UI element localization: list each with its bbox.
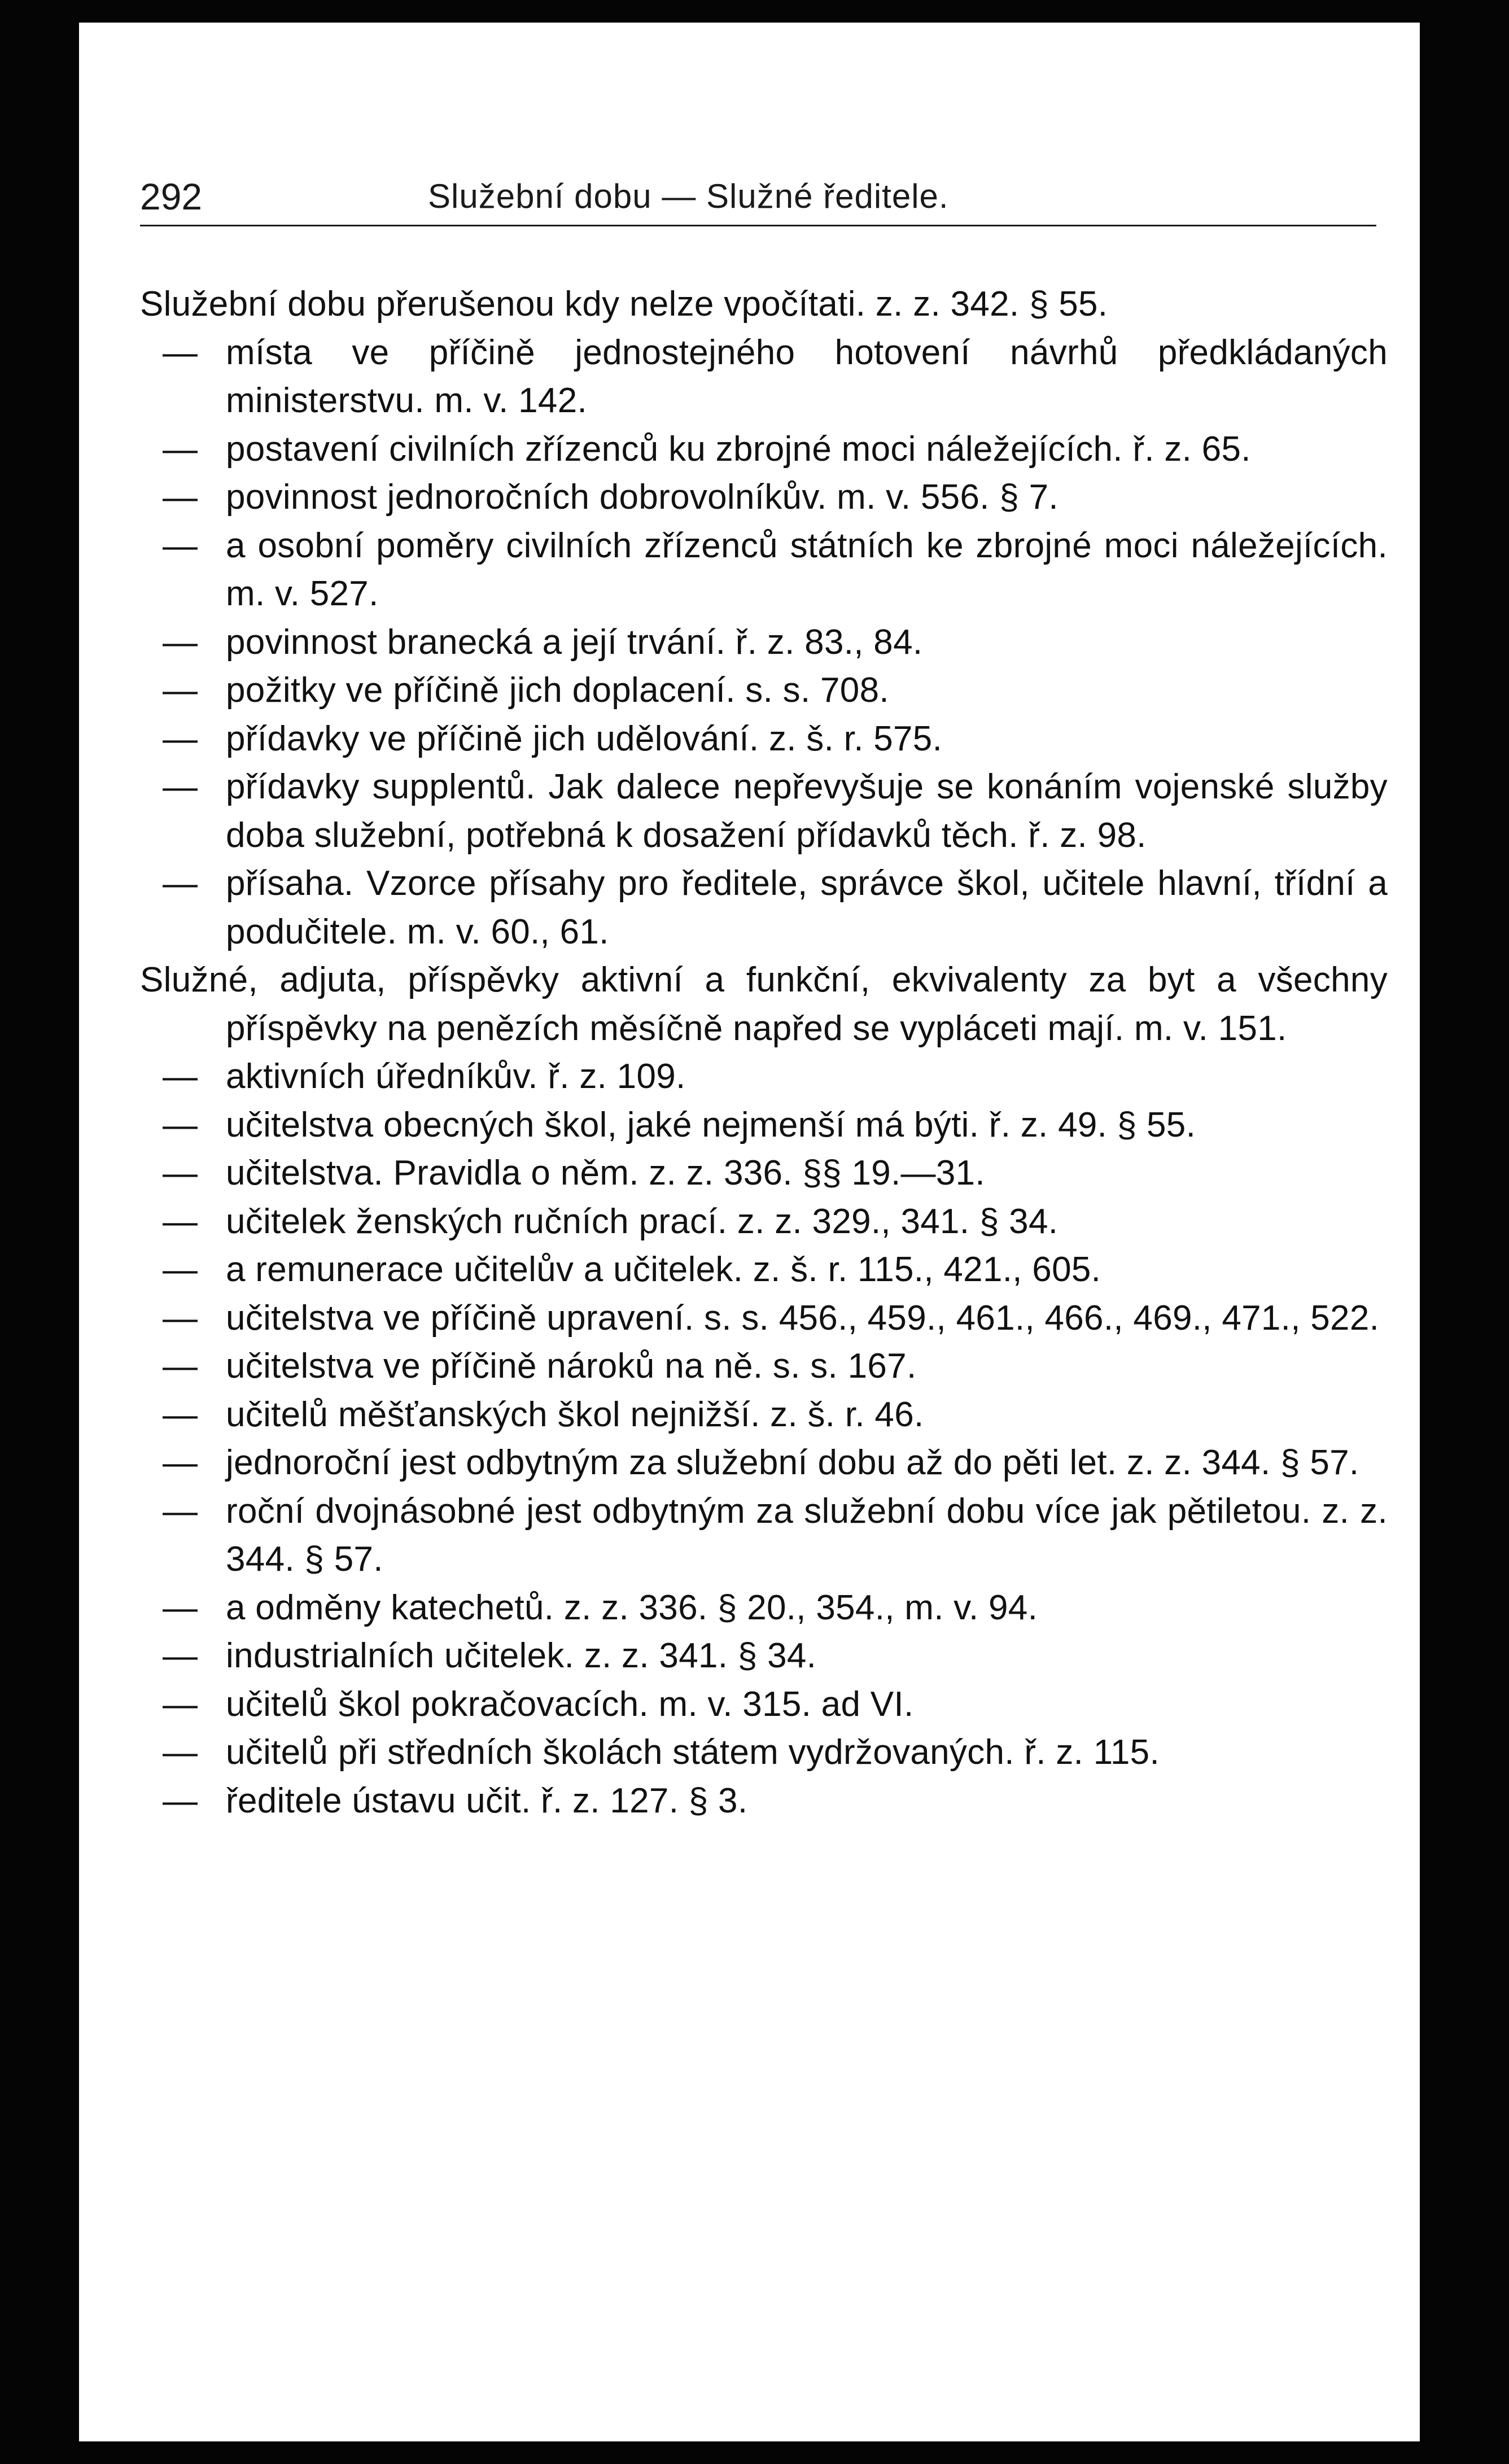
index-subentry bbox=[140, 1680, 1388, 1729]
entry-dash: — bbox=[163, 1347, 198, 1386]
entry-dash: — bbox=[163, 622, 198, 662]
entry-text: a osobní poměry civilních zřízenců státních ke zbrojné moci náležejících. m. v. 527. bbox=[226, 526, 1388, 613]
index-subentry bbox=[140, 1728, 1388, 1777]
entry-text: povinnost branecká a její trvání. ř. z. 83., 84. bbox=[226, 622, 923, 662]
entry-dash: — bbox=[163, 1250, 198, 1289]
index-subentry bbox=[140, 522, 1388, 618]
entry-text: učitelstva ve příčině nároků na ně. s. s. 167. bbox=[226, 1347, 917, 1386]
entry-text: industrialních učitelek. z. z. 341. § 34. bbox=[226, 1636, 817, 1675]
entry-dash: — bbox=[163, 1684, 198, 1724]
header-rule bbox=[140, 225, 1376, 226]
entry-text: povinnost jednoročních dobrovolníkův. m. v. 556. § 7. bbox=[226, 478, 1059, 517]
entry-dash: — bbox=[163, 1298, 198, 1338]
entry-text: přídavky supplentů. Jak dalece nepřevyšuje se konáním vojenské služby doba služební, potřebná k dosažení přídavků těch. ř. z. 98. bbox=[226, 767, 1388, 855]
entry-text: požitky ve příčině jich doplacení. s. s. 708. bbox=[226, 671, 889, 710]
entry-dash: — bbox=[163, 671, 198, 710]
index-entry bbox=[140, 280, 1388, 329]
entry-dash: — bbox=[163, 526, 198, 565]
entry-text: ředitele ústavu učit. ř. z. 127. § 3. bbox=[226, 1781, 748, 1820]
entry-text: přídavky ve příčině jich udělování. z. š. r. 575. bbox=[226, 719, 943, 758]
index-subentry bbox=[140, 329, 1388, 425]
entry-text: roční dvojnásobné jest odbytným za služební dobu více jak pětiletou. z. z. 344. § 57. bbox=[226, 1491, 1388, 1579]
entry-dash: — bbox=[163, 1395, 198, 1434]
page-number: 292 bbox=[140, 176, 203, 217]
entry-dash: — bbox=[163, 1636, 198, 1675]
index-subentry bbox=[140, 1052, 1388, 1101]
entry-dash: — bbox=[163, 478, 198, 517]
book-page bbox=[79, 23, 1420, 2441]
index-subentry bbox=[140, 1487, 1388, 1584]
entry-dash: — bbox=[163, 1733, 198, 1772]
index-subentry bbox=[140, 1584, 1388, 1632]
index-subentry bbox=[140, 425, 1388, 474]
index-subentry bbox=[140, 1149, 1388, 1198]
index-entries bbox=[140, 280, 1388, 1825]
index-subentry bbox=[140, 618, 1388, 667]
index-subentry bbox=[140, 1439, 1388, 1487]
entry-dash: — bbox=[163, 1154, 198, 1192]
entry-dash: — bbox=[163, 1443, 198, 1482]
entry-dash: — bbox=[163, 1202, 198, 1241]
entry-dash: — bbox=[163, 1781, 198, 1820]
entry-text: postavení civilních zřízenců ku zbrojné moci náležejících. ř. z. 65. bbox=[226, 429, 1251, 469]
entry-dash: — bbox=[163, 333, 198, 372]
entry-dash: — bbox=[163, 767, 198, 806]
index-subentry bbox=[140, 473, 1388, 522]
entry-text: místa ve příčině jednostejného hotovení návrhů předkládaných ministerstvu. m. v. 142. bbox=[226, 333, 1388, 420]
entry-text: učitelů měšťanských škol nejnižší. z. š. r. 46. bbox=[226, 1395, 924, 1434]
entry-text: přísaha. Vzorce přísahy pro ředitele, správce škol, učitele hlavní, třídní a podučitele. m. v. 60., 61. bbox=[226, 864, 1388, 951]
running-title: Služební dobu — Služné ředitele. bbox=[428, 177, 949, 215]
index-subentry bbox=[140, 1294, 1388, 1343]
index-subentry bbox=[140, 1198, 1388, 1246]
index-subentry bbox=[140, 666, 1388, 715]
entry-dash: — bbox=[163, 429, 198, 469]
entry-dash: — bbox=[163, 1105, 198, 1144]
entry-text: a remunerace učitelův a učitelek. z. š. r. 115., 421., 605. bbox=[226, 1250, 1101, 1289]
entry-text: Služné, adjuta, příspěvky aktivní a funkční, ekvivalenty za byt a všechny příspěvky na penězích měsíčně napřed se vypláceti mají. m. v. 151. bbox=[140, 960, 1388, 1048]
entry-text: učitelstva obecných škol, jaké nejmenší má býti. ř. z. 49. § 55. bbox=[226, 1105, 1196, 1144]
entry-text: učitelek ženských ručních prací. z. z. 329., 341. § 34. bbox=[226, 1202, 1059, 1241]
entry-text: Služební dobu přerušenou kdy nelze vpočítati. z. z. 342. § 55. bbox=[140, 285, 1108, 324]
index-subentry bbox=[140, 1101, 1388, 1150]
entry-dash: — bbox=[163, 1588, 198, 1627]
entry-text: učitelů při středních školách státem vydržovaných. ř. z. 115. bbox=[226, 1733, 1160, 1772]
index-subentry bbox=[140, 1777, 1388, 1825]
entry-text: a odměny katechetů. z. z. 336. § 20., 354., m. v. 94. bbox=[226, 1588, 1038, 1627]
index-subentry bbox=[140, 1632, 1388, 1680]
entry-text: učitelstva ve příčině upravení. s. s. 456., 459., 461., 466., 469., 471., 522. bbox=[226, 1298, 1380, 1338]
entry-dash: — bbox=[163, 1491, 198, 1531]
page-header bbox=[140, 165, 1376, 228]
entry-text: učitelstva. Pravidla o něm. z. z. 336. §§ 19.—31. bbox=[226, 1154, 985, 1192]
index-subentry bbox=[140, 859, 1388, 956]
index-subentry bbox=[140, 715, 1388, 763]
index-entry bbox=[140, 956, 1388, 1052]
entry-dash: — bbox=[163, 719, 198, 758]
index-subentry bbox=[140, 763, 1388, 859]
entry-text: učitelů škol pokračovacích. m. v. 315. ad VI. bbox=[226, 1684, 914, 1724]
index-subentry bbox=[140, 1246, 1388, 1294]
entry-dash: — bbox=[163, 864, 198, 903]
index-subentry bbox=[140, 1391, 1388, 1439]
entry-dash: — bbox=[163, 1057, 198, 1096]
entry-text: jednoroční jest odbytným za služební dobu až do pěti let. z. z. 344. § 57. bbox=[226, 1443, 1359, 1482]
entry-text: aktivních úředníkův. ř. z. 109. bbox=[226, 1057, 686, 1096]
index-subentry bbox=[140, 1342, 1388, 1391]
